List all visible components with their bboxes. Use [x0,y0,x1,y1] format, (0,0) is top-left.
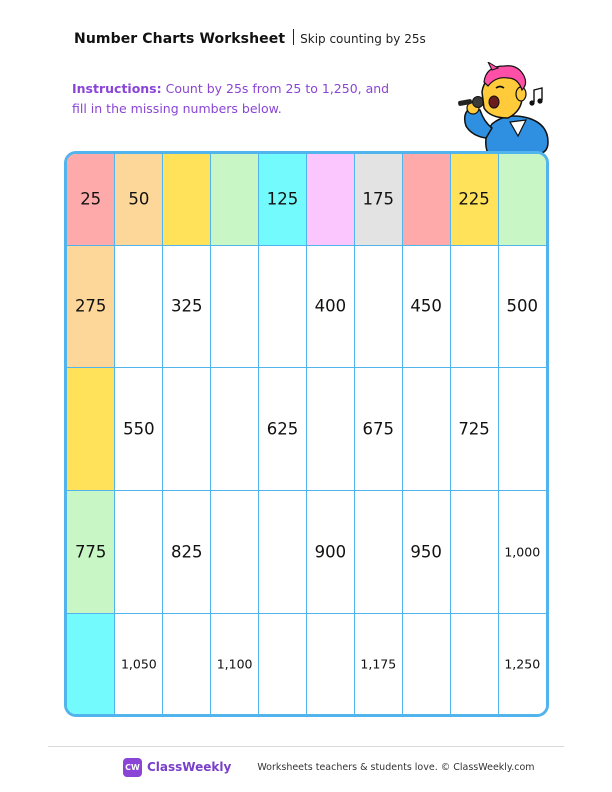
cell-number: 725 [458,419,490,438]
cell-number: 550 [123,419,155,438]
blank-number-cell[interactable] [450,613,498,714]
instructions-text: Count by 25s from 25 to 1,250, and fill in the missing numbers below. [72,81,390,116]
chart-row [67,245,546,367]
cell-number: 125 [266,189,299,209]
cell-number: 175 [362,189,395,209]
blank-number-cell[interactable] [306,154,354,245]
cell-number: 1,100 [216,656,253,672]
number-cell [354,613,402,714]
blank-number-cell[interactable] [450,245,498,367]
number-cell [67,245,115,367]
number-cell [306,490,354,613]
blank-number-cell[interactable] [163,367,211,490]
chart-row [67,367,546,490]
instructions [72,79,402,119]
blank-number-cell[interactable] [211,367,259,490]
blank-number-cell[interactable] [115,490,163,613]
blank-number-cell[interactable] [259,490,307,613]
cell-number: 225 [458,189,490,209]
blank-number-cell[interactable] [306,367,354,490]
number-cell [450,367,498,490]
blank-number-cell[interactable] [450,490,498,613]
blank-number-cell[interactable] [354,490,402,613]
blank-number-cell[interactable] [402,613,450,714]
cell-number: 675 [362,419,395,438]
number-cell [67,490,115,613]
number-cell [211,613,259,714]
number-cell [115,154,163,245]
cell-number: 1,250 [504,656,541,672]
blank-number-cell[interactable] [259,613,307,714]
classweekly-logo-icon: CW [123,758,142,777]
number-cell [498,613,546,714]
page-subtitle: Skip counting by 25s [300,32,426,46]
worksheet-header [74,27,426,47]
number-cell [115,613,163,714]
brand-name: ClassWeekly [147,760,232,774]
blank-number-cell[interactable] [163,613,211,714]
number-cell [354,367,402,490]
cell-number: 1,050 [120,656,157,672]
blank-number-cell[interactable] [498,154,546,245]
blank-number-cell[interactable] [211,245,259,367]
number-cell [354,154,402,245]
number-cell [402,490,450,613]
cell-number: 775 [74,542,107,561]
chart-row [67,613,546,714]
blank-number-cell[interactable] [259,245,307,367]
cell-number: 50 [128,189,150,209]
number-cell [67,154,115,245]
blank-number-cell[interactable] [402,154,450,245]
number-chart [64,151,549,717]
number-cell [259,367,307,490]
number-cell [498,490,546,613]
blank-number-cell[interactable] [163,154,211,245]
cell-number: 950 [410,542,442,561]
chart-row [67,154,546,245]
footer [123,756,535,778]
number-cell [163,245,211,367]
number-cell [115,367,163,490]
page-title: Number Charts Worksheet [74,31,286,47]
cell-number: 900 [314,542,347,561]
singer-mascot-illustration [448,62,554,154]
cell-number: 625 [266,419,299,438]
blank-number-cell[interactable] [498,367,546,490]
number-cell [163,490,211,613]
number-cell [306,245,354,367]
number-cell [498,245,546,367]
blank-number-cell[interactable] [67,613,115,714]
chart-row [67,490,546,613]
blank-number-cell[interactable] [402,367,450,490]
blank-number-cell[interactable] [211,490,259,613]
footer-divider [48,746,564,747]
cell-number: 1,000 [504,544,541,559]
cell-number: 825 [170,542,203,561]
number-cell [450,154,498,245]
cell-number: 275 [74,296,107,316]
cell-number: 1,175 [360,656,397,672]
number-cell [259,154,307,245]
cell-number: 25 [80,189,102,209]
number-cell [402,245,450,367]
footer-tagline: Worksheets teachers & students love. © ClassWeekly.com [257,761,535,773]
cell-number: 500 [506,296,538,316]
blank-number-cell[interactable] [306,613,354,714]
cell-number: 400 [314,296,347,316]
cell-number: 325 [170,296,203,316]
blank-number-cell[interactable] [115,245,163,367]
number-chart-table [67,154,546,714]
cell-number: 450 [410,296,442,316]
instructions-label: Instructions: [72,81,162,96]
blank-number-cell[interactable] [354,245,402,367]
blank-number-cell[interactable] [211,154,259,245]
title-divider [293,29,294,45]
blank-number-cell[interactable] [67,367,115,490]
